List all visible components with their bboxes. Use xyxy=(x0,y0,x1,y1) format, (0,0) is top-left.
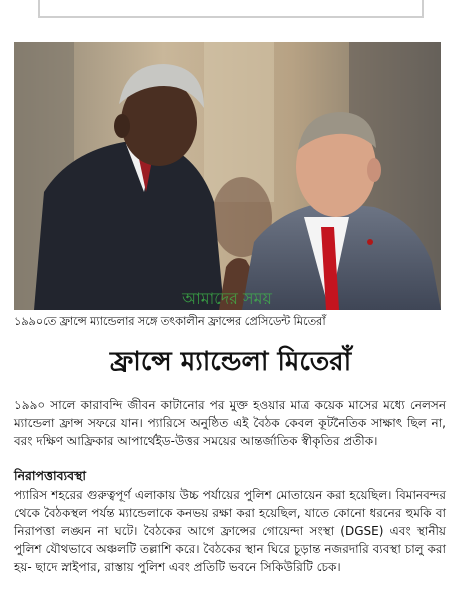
news-photo xyxy=(14,42,441,310)
article-paragraph-2: প্যারিস শহরের গুরুত্বপূর্ণ এলাকায় উচ্চ পর্যায়ের পুলিশ মোতায়েন করা হয়েছিল। বিমানবন্দর থেকে বৈঠকস্থল পর্যন্ত ম্যান্ডেলাকে কনভয় রক্ষা করা হয়েছিল, যাতে কোনো ধরনের হুমকি বা নিরাপত্তা লঙ্ঘন না ঘটে। বৈঠকের আগে ফ্রান্সের গোয়েন্দা সংস্থা (DGSE) এবং স্থানীয় পুলিশ যৌথভাবে অঞ্চলটি তল্লাশি করে। বৈঠকের স্থান ঘিরে চূড়ান্ত নজরদারি ব্যবস্থা চালু করা হয়- ছাদে স্নাইপার, রাস্তায় পুলিশ এবং প্রতিটি ভবনে সিকিউরিটি চেক। xyxy=(14,488,446,574)
article-paragraph-1: ১৯৯০ সালে কারাবন্দি জীবন কাটানোর পর মুক্ত হওয়ার মাত্র কয়েক মাসের মধ্যে নেলসন ম্যান্ডেলা ফ্রান্স সফরে যান। প্যারিসে অনুষ্ঠিত এই বৈঠক কেবল কূটনৈতিক সাক্ষাৎ ছিল না, বরং দক্ষিণ আফ্রিকার আপার্থেইড-উত্তর সময়ের আন্তর্জাতিক স্বীকৃতির প্রতীক। xyxy=(14,398,446,448)
section-subheading: নিরাপত্তাব্যবস্থা xyxy=(14,468,87,483)
photo-caption: ১৯৯০তে ফ্রান্সে ম্যান্ডেলার সঙ্গে তৎকালীন ফ্রান্সের প্রেসিডেন্ট মিতেরাঁ xyxy=(14,314,326,328)
article-headline: ফ্রান্সে ম্যান্ডেলা মিতেরাঁ xyxy=(109,347,352,377)
photo-watermark: আমাদের সময় xyxy=(182,289,272,308)
top-frame-box xyxy=(38,0,424,18)
